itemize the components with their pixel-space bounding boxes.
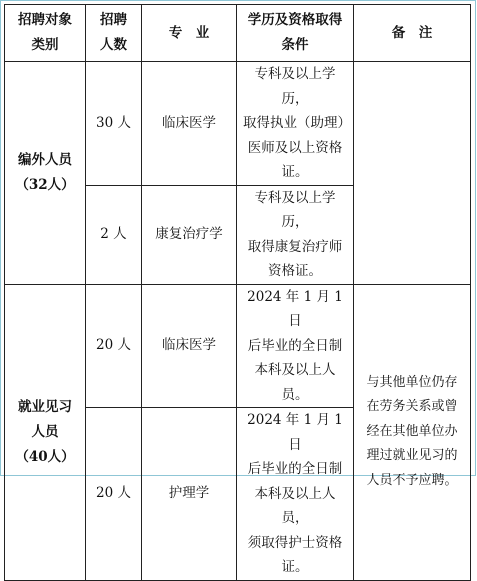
condition-line: 专科及以上学历， — [254, 66, 336, 107]
category-name-line1: 编外人员 — [18, 151, 72, 168]
header-conditions — [237, 5, 354, 62]
condition-line: 后毕业的全日制 — [247, 337, 343, 354]
condition-line: 专科及以上学历， — [254, 189, 336, 230]
conditions-cell — [237, 185, 354, 284]
condition-line: 医师及以上资格 — [247, 139, 343, 156]
recruitment-table — [4, 4, 471, 581]
category-cell-contract — [5, 62, 86, 285]
remarks-cell-empty — [354, 62, 471, 285]
remarks-cell — [354, 284, 471, 580]
remark-line: 与其他单位仍存 — [366, 374, 458, 390]
conditions-cell — [237, 284, 354, 408]
category-name-line2: （32人） — [15, 176, 75, 193]
header-conditions-line2: 条件 — [281, 37, 309, 53]
condition-line: 本科及以上人员。 — [254, 362, 336, 403]
header-major: 专 业 — [142, 5, 237, 62]
major-cell: 临床医学 — [142, 284, 237, 408]
condition-line: 取得康复治疗师 — [247, 238, 343, 255]
header-category-line1: 招聘对象 — [18, 12, 72, 28]
condition-line: 2024 年 1 月 1 日 — [247, 288, 343, 329]
table-row — [5, 284, 471, 408]
header-count — [86, 5, 142, 62]
count-cell: 20 人 — [86, 284, 142, 408]
remark-line: 理过就业见习的 — [366, 448, 458, 464]
header-category — [5, 5, 86, 62]
header-category-line2: 类别 — [31, 37, 59, 53]
category-name-line3: （40人） — [15, 448, 75, 465]
remark-line: 人员不予应聘。 — [366, 472, 458, 488]
conditions-cell — [237, 408, 354, 581]
category-cell-internship — [5, 284, 86, 580]
header-count-line1: 招聘 — [100, 12, 127, 28]
condition-line: 资格证。 — [268, 263, 322, 279]
condition-line: 本科及以上人员， — [254, 485, 336, 526]
table-row — [5, 62, 471, 186]
major-cell: 康复治疗学 — [142, 185, 237, 284]
count-cell: 2 人 — [86, 185, 142, 284]
header-conditions-line1: 学历及资格取得 — [247, 12, 343, 28]
category-name-line1: 就业见习 — [18, 398, 72, 415]
remark-line: 在劳务关系或曾 — [366, 399, 458, 415]
condition-line: 证。 — [281, 559, 309, 575]
condition-line: 证。 — [281, 164, 309, 180]
count-cell: 30 人 — [86, 62, 142, 186]
condition-line: 须取得护士资格 — [247, 534, 343, 551]
conditions-cell — [237, 62, 354, 186]
header-row — [5, 5, 471, 62]
major-cell: 临床医学 — [142, 62, 237, 186]
major-cell: 护理学 — [142, 408, 237, 581]
category-name-line2: 人员 — [31, 423, 59, 440]
condition-line: 2024 年 1 月 1 日 — [247, 412, 343, 453]
condition-line: 取得执业（助理） — [243, 115, 351, 131]
header-count-line2: 人数 — [100, 37, 127, 53]
header-remarks: 备 注 — [354, 5, 471, 62]
remark-line: 经在其他单位办 — [366, 423, 458, 439]
condition-line: 后毕业的全日制 — [247, 461, 343, 477]
count-cell: 20 人 — [86, 408, 142, 581]
